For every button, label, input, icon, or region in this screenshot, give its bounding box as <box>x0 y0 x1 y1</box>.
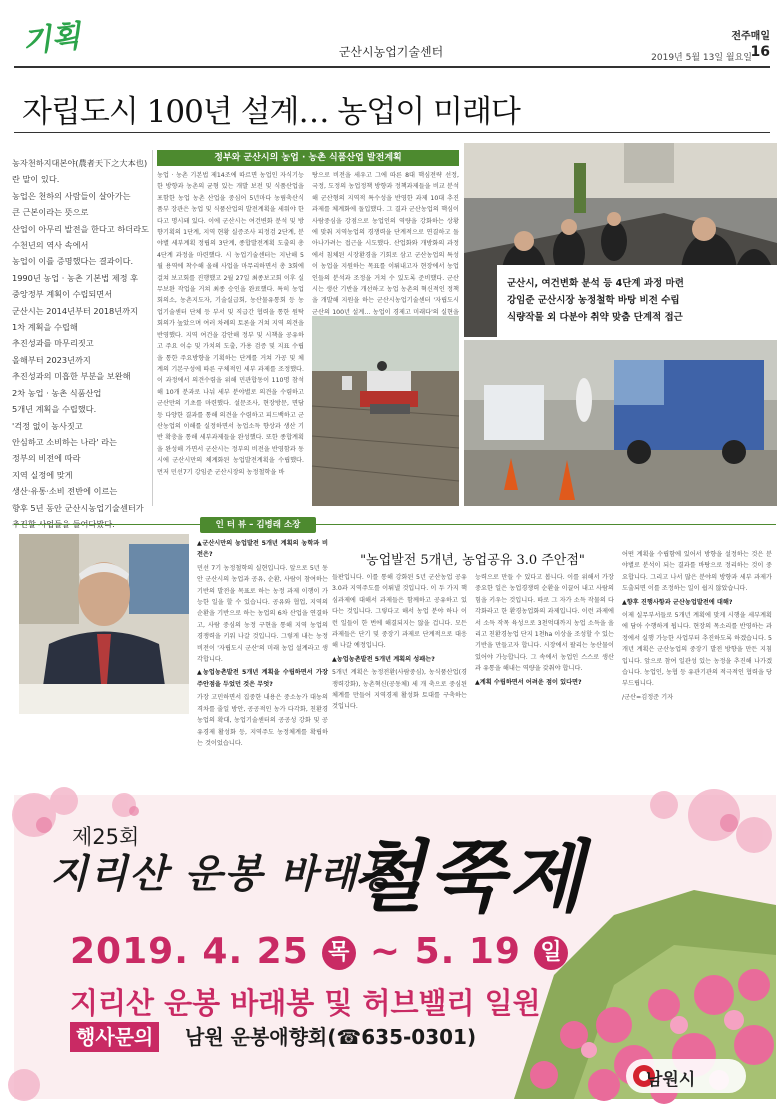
interview-quote-title: "농업발전 5개년, 농업공유 3.0 주안점" <box>360 553 585 568</box>
ad-date-sep: ~ <box>369 931 402 972</box>
intro-line: 산업이 아무리 발전을 한다고 하더라도 <box>12 223 149 234</box>
ad-contact-label: 행사문의 <box>70 1022 159 1052</box>
ad-venue: 지리산 운봉 바래봉 및 허브밸리 일원 <box>70 986 541 1020</box>
interview-answer: 5개년 계획은 농정전환(사람중심), 농식품산업(경쟁력강화), 농촌혁신(공동체) 세 개 축으로 중심된 체계를 만들어 지역경제 활성화 토대를 구축하는 것입니다. <box>332 669 467 711</box>
intro-line: 추진할 사업들을 들여다봤다. <box>12 518 115 529</box>
interview-question: ▲농업농촌발전 5개년 계획의 성패는? <box>332 655 435 663</box>
interview-question: ▲군산시만의 농업발전 5개년 계획의 농학과 비전은? <box>197 540 328 559</box>
issue-date: 2019년 5월 13일 월요일 <box>651 53 752 63</box>
interview-question: ▲향후 진행사항과 군산농업발전에 대해? <box>622 598 733 606</box>
newspaper-name: 전주매일 <box>731 31 770 42</box>
intro-line: 중앙정부 계획이 수립되면서 <box>12 289 113 300</box>
intro-line: 농업은 천하의 사람들이 살아가는 <box>12 190 131 201</box>
interview-answer: /군산=김정준 기자 <box>622 693 674 701</box>
intro-line: 1차 계획을 수립해 <box>12 322 78 333</box>
disinfection-photo <box>464 340 777 506</box>
intro-line: 란 말이 있다. <box>12 174 60 185</box>
photo-caption-line: 강임준 군산시장 농정철학 바탕 비전 수립 <box>507 295 680 306</box>
interview-answer: 능력으로 만들 수 있다고 봅니다. 이를 위해서 가장 중요한 일은 농업경쟁력 순환을 이끌어 내고 사람의 힘을 키우는 것입니다. 따로 그 자가 소득 작물의 다각화라고 한 환경농업화의 과제입니다. 이런 과제에서 소득 작목 육성으로 3천억대까지 농업 소득을 올리고 친환경농업 단지 1천ha 이상을 조성할 수 있는 기반을 만들고자 합니다. 시장에서 팔리는 농산물이 있어야 가능합니다. 그 속에서 농업인 스스로 생산과 유통을 해내는 역량을 갖춰야 합니다. <box>475 574 614 673</box>
intro-line: 수천년의 역사 속에서 <box>12 240 89 251</box>
intro-line: 올해부터 2023년까지 <box>12 354 91 365</box>
interview-answer: 어떤 계획을 수립함에 있어서 방향을 설정하는 것은 분야별로 분석이 되는 결과를 바탕으로 정리하는 것이 중요합니다. 그리고 나서 많은 분야의 방향과 세부 과제가 도출되면 이를 조정하는 일이 쉽지 않았습니다. <box>622 551 772 593</box>
header-center-title: 군산시농업기술센터 <box>338 45 444 59</box>
header-rule <box>14 66 770 68</box>
festival-ad <box>14 795 776 1099</box>
interview-column-3 <box>475 572 614 786</box>
photo-caption-line: 군산시, 여건변화 분석 등 4단계 과정 마련 <box>507 278 684 289</box>
ad-edition: 제25회 <box>72 825 140 849</box>
intro-line: 큰 근본이라는 뜻으로 <box>12 207 89 218</box>
section-label: 기획 <box>20 19 83 60</box>
interview-answer: 이제 실무부서들로 5개년 계획에 맞게 시행을 세부계획에 담아 수행하게 됩니다. 현장의 목소리를 반영하는 과정에서 실행 가능한 사업부터 추진하도록 하겠습니다. 5개년 계획은 군산농업의 중장기 발전 방향을 만든 지침입니다. 앞으로 참여 일관성 있는 농정을 추진해 나가겠습니다. 농업인, 농협 등 유관기관의 적극적인 협력을 당부드립니다. <box>622 612 772 688</box>
interview-question: ▲계획 수립하면서 어려운 점이 있다면? <box>475 678 582 686</box>
day-badge-end: 일 <box>534 936 568 970</box>
interview-column-2 <box>332 572 467 786</box>
headline-rule <box>14 132 770 133</box>
plan-section-bar: 정부와 군산시의 농업 · 농촌 식품산업 발전계획 <box>157 150 459 166</box>
interview-question: ▲농업농촌발전 5개년 계획을 수립하면서 가장 주안점을 두었던 것은 무엇? <box>197 669 328 688</box>
interview-answer: 가장 고민하면서 집중한 내용은 중소농가 대농의 격차를 줄일 방안, 공공적인 농가 다각화, 친환경농업의 확대, 농업기술센터의 공공성 강화 및 공유경제 활성화 등, 지역주도 농정체계를 확립하는 것이었습니다. <box>197 694 328 747</box>
interviewee-photo <box>19 534 189 714</box>
intro-line: 향후 5년 동안 군산시농업기술센터가 <box>12 502 144 513</box>
intro-line: 생산·유통·소비 전반에 이르는 <box>12 486 118 497</box>
headline: 자립도시 100년 설계… 농업이 미래다 <box>22 94 520 130</box>
article-column-2: 탕으로 비전을 세우고 그에 따른 8대 핵심전략 선정, 국정, 도정의 농업정책 방향과 정책과제들을 비교 분석해 군산형의 지역적 특수성을 반영한 과제 10대 추진과제를 체계화에 돌입했다. 그 결과 군산농업의 핵심이 사람중심을 강점으로 농업인의 역량을 강화하는 상황에 맞춰 지역농업의 경쟁력을 단계적으로 연결하고 돌아나가려는 접근을 시도했다. 산업화와 개방화의 과정에서 침체된 시장환경을 기회로 삼고 군산농업의 특성이 농업을 지원하는 목표를 이뤄내고자 현장에서 농업인들의 분석과 조정을 거쳐 수 있도록 준비했다. 군산시는 생산 기반을 개선하고 농업 농촌의 혁신적인 정책을 개발해 지원을 하는 군산시농업기술센터 '자립도시 군산의 100년 설계… 농업이 경제고 미래다'의 실현을 <box>312 172 459 316</box>
intro-line: 2차 농업 · 농촌 식품산업 <box>12 387 102 398</box>
interview-answer: 들판입니다. 이를 통해 강화된 5년 군산농업 공유 3.0과 지역주도를 이뤄낼 것입니다. 이 두 가지 핵심과제에 대해서 과제들은 함께하고 공유하고 있다는 것입니다. 그렇다고 해서 농업 분야 하나 이런 일들이 한 번에 해결되지는 않을 겁니다. 모든 과제들은 단기 및 중장기 과제로 단계적으로 대응해 나갈 예정입니다. <box>332 574 467 650</box>
ad-date-start: 2019. 4. 25 <box>70 931 309 972</box>
interview-column-1 <box>197 538 328 786</box>
ad-title-big: 철쭉제 <box>349 832 588 923</box>
namwon-logo: 남원시 <box>646 1070 696 1090</box>
article-column-1: 농업 · 농촌 기본법 제14조에 따르면 농업인 자식기능한 방향과 농촌의 균형 있는 개발 보전 및 식품산업을 포함한 농업 농촌 산업을 중심어 5년마다 농림축산식품부 장관은 농업 및 식품산업의 발전계획을 세워야 한다고 명시돼 있다. 이에 군산시는 여건변화 분석 및 방향기획의 1단계, 지역 현황 실증조사 피정검 2단계, 분야별 세부계획 정립의 3단계, 종합발전계획 도출의 총 4단계 과정을 마련했다. 시 농업기술센터는 지난해 5월 용역에 착수해 올해 사업을 마무리하면서 총 3회에 걸쳐 보고회를 진행했고 2월 27일 최종보고회 이후 실무보완 작업을 거쳐 최종 승인을 완료했다. 특히 농업회의소, 농촌지도자, 기술실급회, 농산물유통회 등 농업기술센터 단체 등 부서 및 직급간 협력을 통한 원탁회의가 높았으며 여러 차례의 토론을 거쳐 지역 의견을 반영했다. 지역 여건을 감안해 정부 및 시책을 공유하고 주요 이슈 및 가치의 도출, 가용 검증 및 지표 수립을 통한 주요방향을 기획하는 단계를 거쳐 가공 및 체계의 기본구성에 따른 구체적인 세부 과제를 조정했다. 이 과정에서 의견수렴을 위해 민관합동이 110명 참석해 10개 분과로 나눠 세부 분야별로 의견을 수렴하고 군산만의 기초를 마련했다. 설문조사, 현장방문, 면담 등 다양한 결과를 통해 의견을 수렴하고 피드백하고 군산농업의 이해를 실정하면서 농업소득 향상과 생산 기반 확충을 통해 세부과제들을 완성했다. 또한 종합계획을 완성해 가면서 군산시는 정부의 비전을 반영함과 동시에 군산시만의 체계화된 농업발전계획을 수립했다. 먼저 민선7기 강임준 군산시장의 농정철학을 바 <box>157 172 304 476</box>
intro-line: '걱정 없이 농사짓고 <box>12 420 83 431</box>
rice-field-photo <box>312 316 459 506</box>
interview-column-4 <box>622 549 772 786</box>
intro-line: 추진성과를 마무리짓고 <box>12 338 94 349</box>
ad-title-calligraphy: 지리산 운봉 바래봉 <box>50 851 399 897</box>
interview-bar: 인 터 뷰 – 김병래 소장 <box>200 517 316 533</box>
interview-answer: 민선 7기 농정철학의 실현입니다. 앞으로 5년 동안 군산시의 농업과 공유, 순환, 사람이 참여하는 기반의 발전을 목표로 하는 농정 과제 이행이 가능한 일을 할 수 있습니다. 공유와 협업, 지역의 순환을 기반으로 하는 농업의 6차 산업을 연결하고, 사람 중심의 농정 구현을 통해 지역 농업의 경쟁력을 키워 나갈 것입니다. 그렇게 내는 농정 비전이 '자립도시 군산'의 미래 농업 설계라고 생각합니다. <box>197 564 328 664</box>
ad-dates <box>70 931 568 972</box>
photo-caption-line: 식량작물 외 다분야 취약 맞춤 단계적 접근 <box>507 312 683 323</box>
intro-line: 안심하고 소비하는 나라' 라는 <box>12 436 117 447</box>
intro-line: 5개년 계획을 수립했다. <box>12 404 97 415</box>
day-badge-start: 목 <box>322 936 356 970</box>
intro-line: 정부의 비전에 따라 <box>12 453 81 464</box>
ad-date-end: 5. 19 <box>414 931 521 972</box>
intro-line: 군산시는 2014년부터 2018년까지 <box>12 305 138 316</box>
intro-line: 추진성과의 미흡한 부분을 보완해 <box>12 371 131 382</box>
ad-contact: 남원 운봉애향회(☎635-0301) <box>185 1025 477 1049</box>
intro-line: 농자천하지대본야(農者天下之大本也) <box>12 158 148 168</box>
photo-caption <box>497 265 777 337</box>
intro-column <box>12 155 150 549</box>
column-divider <box>152 150 153 506</box>
intro-line: 농업이 이를 증명했다는 결과이다. <box>12 256 134 267</box>
page-number: 16 <box>750 44 770 60</box>
intro-line: 1990년 농업 · 농촌 기본법 제정 후 <box>12 272 139 283</box>
intro-line: 지역 실정에 맞게 <box>12 469 73 480</box>
